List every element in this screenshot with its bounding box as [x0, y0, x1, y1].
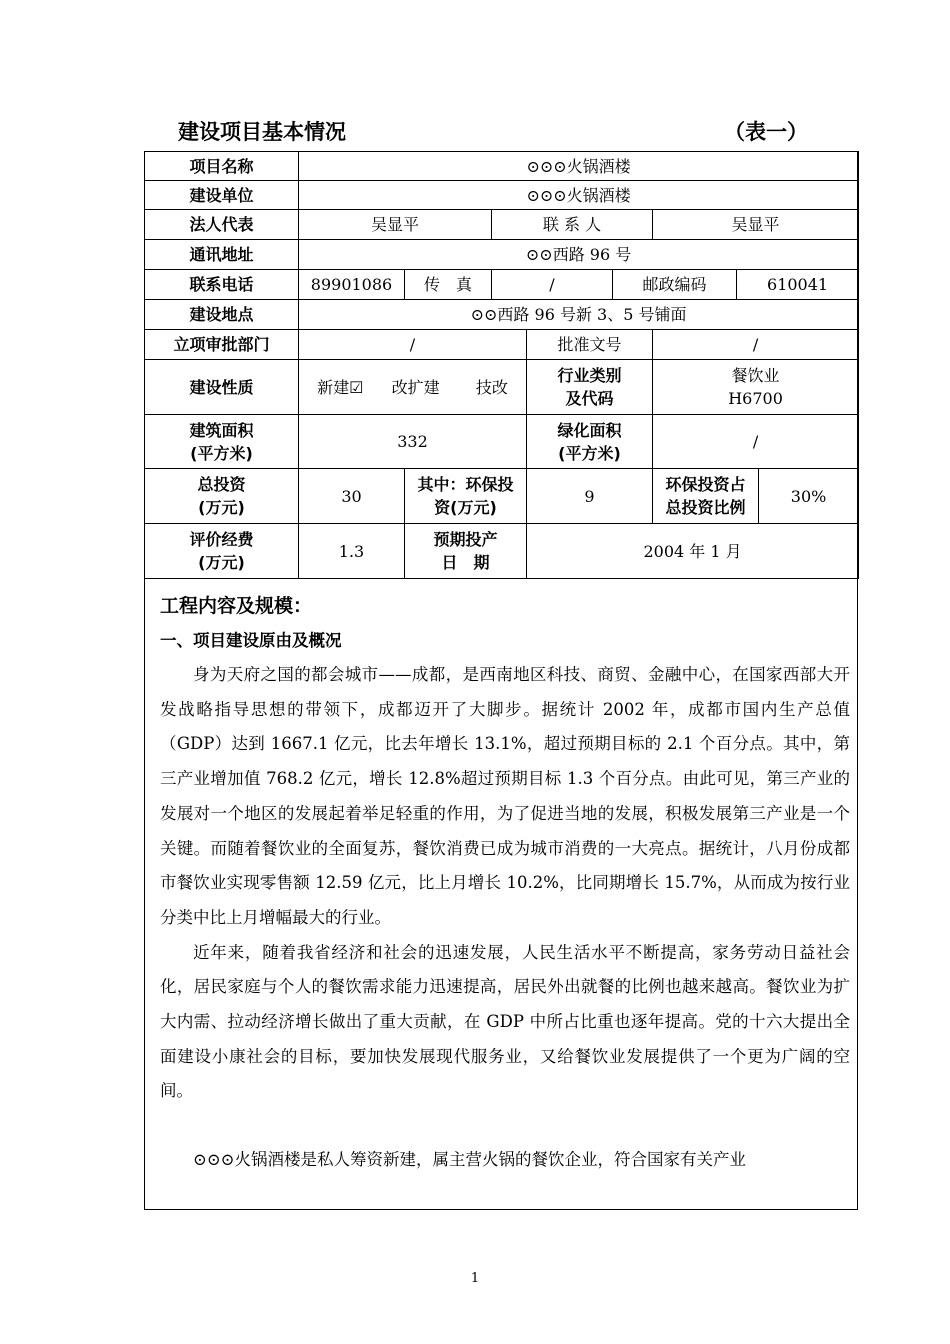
green-label: 绿化面积 (平方米) [527, 415, 653, 469]
row-legal-rep [145, 210, 859, 240]
area-label: 建筑面积 (平方米) [145, 415, 299, 469]
approval-dept-label: 立项审批部门 [145, 330, 299, 360]
row-address [145, 240, 859, 270]
content-heading: 工程内容及规模： [160, 595, 313, 617]
fax-label: 传 真 [405, 270, 492, 300]
prod-date-value: 2004 年 1 月 [527, 524, 859, 579]
contact-label: 联 系 人 [492, 210, 653, 240]
nature-options [299, 360, 527, 415]
row-site [145, 300, 859, 330]
site-value: ⊙⊙西路 96 号新 3、5 号铺面 [299, 300, 859, 330]
legal-rep-value: 吴显平 [299, 210, 492, 240]
builder-value: ⊙⊙⊙火锅酒楼 [299, 181, 859, 210]
project-content [160, 592, 850, 1178]
address-label: 通讯地址 [145, 240, 299, 270]
phone-value: 89901086 [299, 270, 405, 300]
address-value: ⊙⊙西路 96 号 [299, 240, 859, 270]
approval-no-value: / [653, 330, 859, 360]
nature-tech-option: 技改 [475, 377, 508, 397]
row-nature [145, 360, 859, 415]
row-area [145, 415, 859, 469]
nature-expand-option: 改扩建 [391, 377, 440, 397]
row-builder [145, 181, 859, 210]
postcode-value: 610041 [737, 270, 859, 300]
table-number: （表一） [724, 120, 808, 144]
env-invest-value: 9 [527, 469, 653, 524]
approval-no-label: 批准文号 [527, 330, 653, 360]
contact-value: 吴显平 [653, 210, 859, 240]
env-invest-label: 其中：环保投 资(万元) [405, 469, 527, 524]
row-project-name [145, 152, 859, 181]
builder-label: 建设单位 [145, 181, 299, 210]
ratio-label: 环保投资占 总投资比例 [653, 469, 759, 524]
project-name-value: ⊙⊙⊙火锅酒楼 [299, 152, 859, 181]
nature-label: 建设性质 [145, 360, 299, 415]
green-value: / [653, 415, 859, 469]
content-subheading: 一、项目建设原由及概况 [160, 631, 342, 650]
phone-label: 联系电话 [145, 270, 299, 300]
invest-value: 30 [299, 469, 405, 524]
paragraph-1: 身为天府之国的都会城市——成都，是西南地区科技、商贸、金融中心，在国家西部大开发战略指导思想的带领下，成都迈开了大脚步。据统计 2002 年，成都市国内生产总值（GDP）达到 1667.1 亿元，比去年增长 13.1%，超过预期目标的 2.1 个百分点。其中，第三产业增加值 768.2 亿元，增长 12.8%超过预期目标 1.3 个百分点。由此可见，第三产业的发展对一个地区的发展起着举足轻重的作用，为了促进当地的发展，积极发展第三产业是一个关键。而随着餐饮业的全面复苏，餐饮消费已成为城市消费的一大亮点。据统计，八月份成都市餐饮业实现零售额 12.59 亿元，比上月增长 10.2%，比同期增长 15.7%，从而成为按行业分类中比上月增幅最大的行业。 [160, 665, 850, 927]
row-phone [145, 270, 859, 300]
ratio-value: 30% [759, 469, 859, 524]
legal-rep-label: 法人代表 [145, 210, 299, 240]
eval-fee-value: 1.3 [299, 524, 405, 579]
eval-fee-label: 评价经费 (万元) [145, 524, 299, 579]
prod-date-label: 预期投产 日 期 [405, 524, 527, 579]
project-info-table [144, 151, 859, 579]
row-approval [145, 330, 859, 360]
project-name-label: 项目名称 [145, 152, 299, 181]
approval-dept-value: / [299, 330, 527, 360]
paragraph-2: 近年来，随着我省经济和社会的迅速发展，人民生活水平不断提高，家务劳动日益社会化，居民家庭与个人的餐饮需求能力迅速提高，居民外出就餐的比例也越来越高。餐饮业为扩大内需、拉动经济增长做出了重大贡献，在 GDP 中所占比重也逐年提高。党的十六大提出全面建设小康社会的目标，要加快发展现代服务业，又给餐饮业发展提供了一个更为广阔的空间。 [160, 942, 850, 1101]
page-title: 建设项目基本情况 [178, 120, 346, 144]
row-investment [145, 469, 859, 524]
nature-new-option: 新建☑ [317, 377, 364, 397]
site-label: 建设地点 [145, 300, 299, 330]
industry-label: 行业类别 及代码 [527, 360, 653, 415]
paragraph-3: ⊙⊙⊙火锅酒楼是私人筹资新建，属主营火锅的餐饮企业，符合国家有关产业 [193, 1150, 746, 1170]
row-eval [145, 524, 859, 579]
page-number: 1 [470, 1271, 480, 1286]
industry-value: 餐饮业 H6700 [653, 360, 859, 415]
postcode-label: 邮政编码 [613, 270, 737, 300]
invest-label: 总投资 (万元) [145, 469, 299, 524]
area-value: 332 [299, 415, 527, 469]
fax-value: / [492, 270, 613, 300]
